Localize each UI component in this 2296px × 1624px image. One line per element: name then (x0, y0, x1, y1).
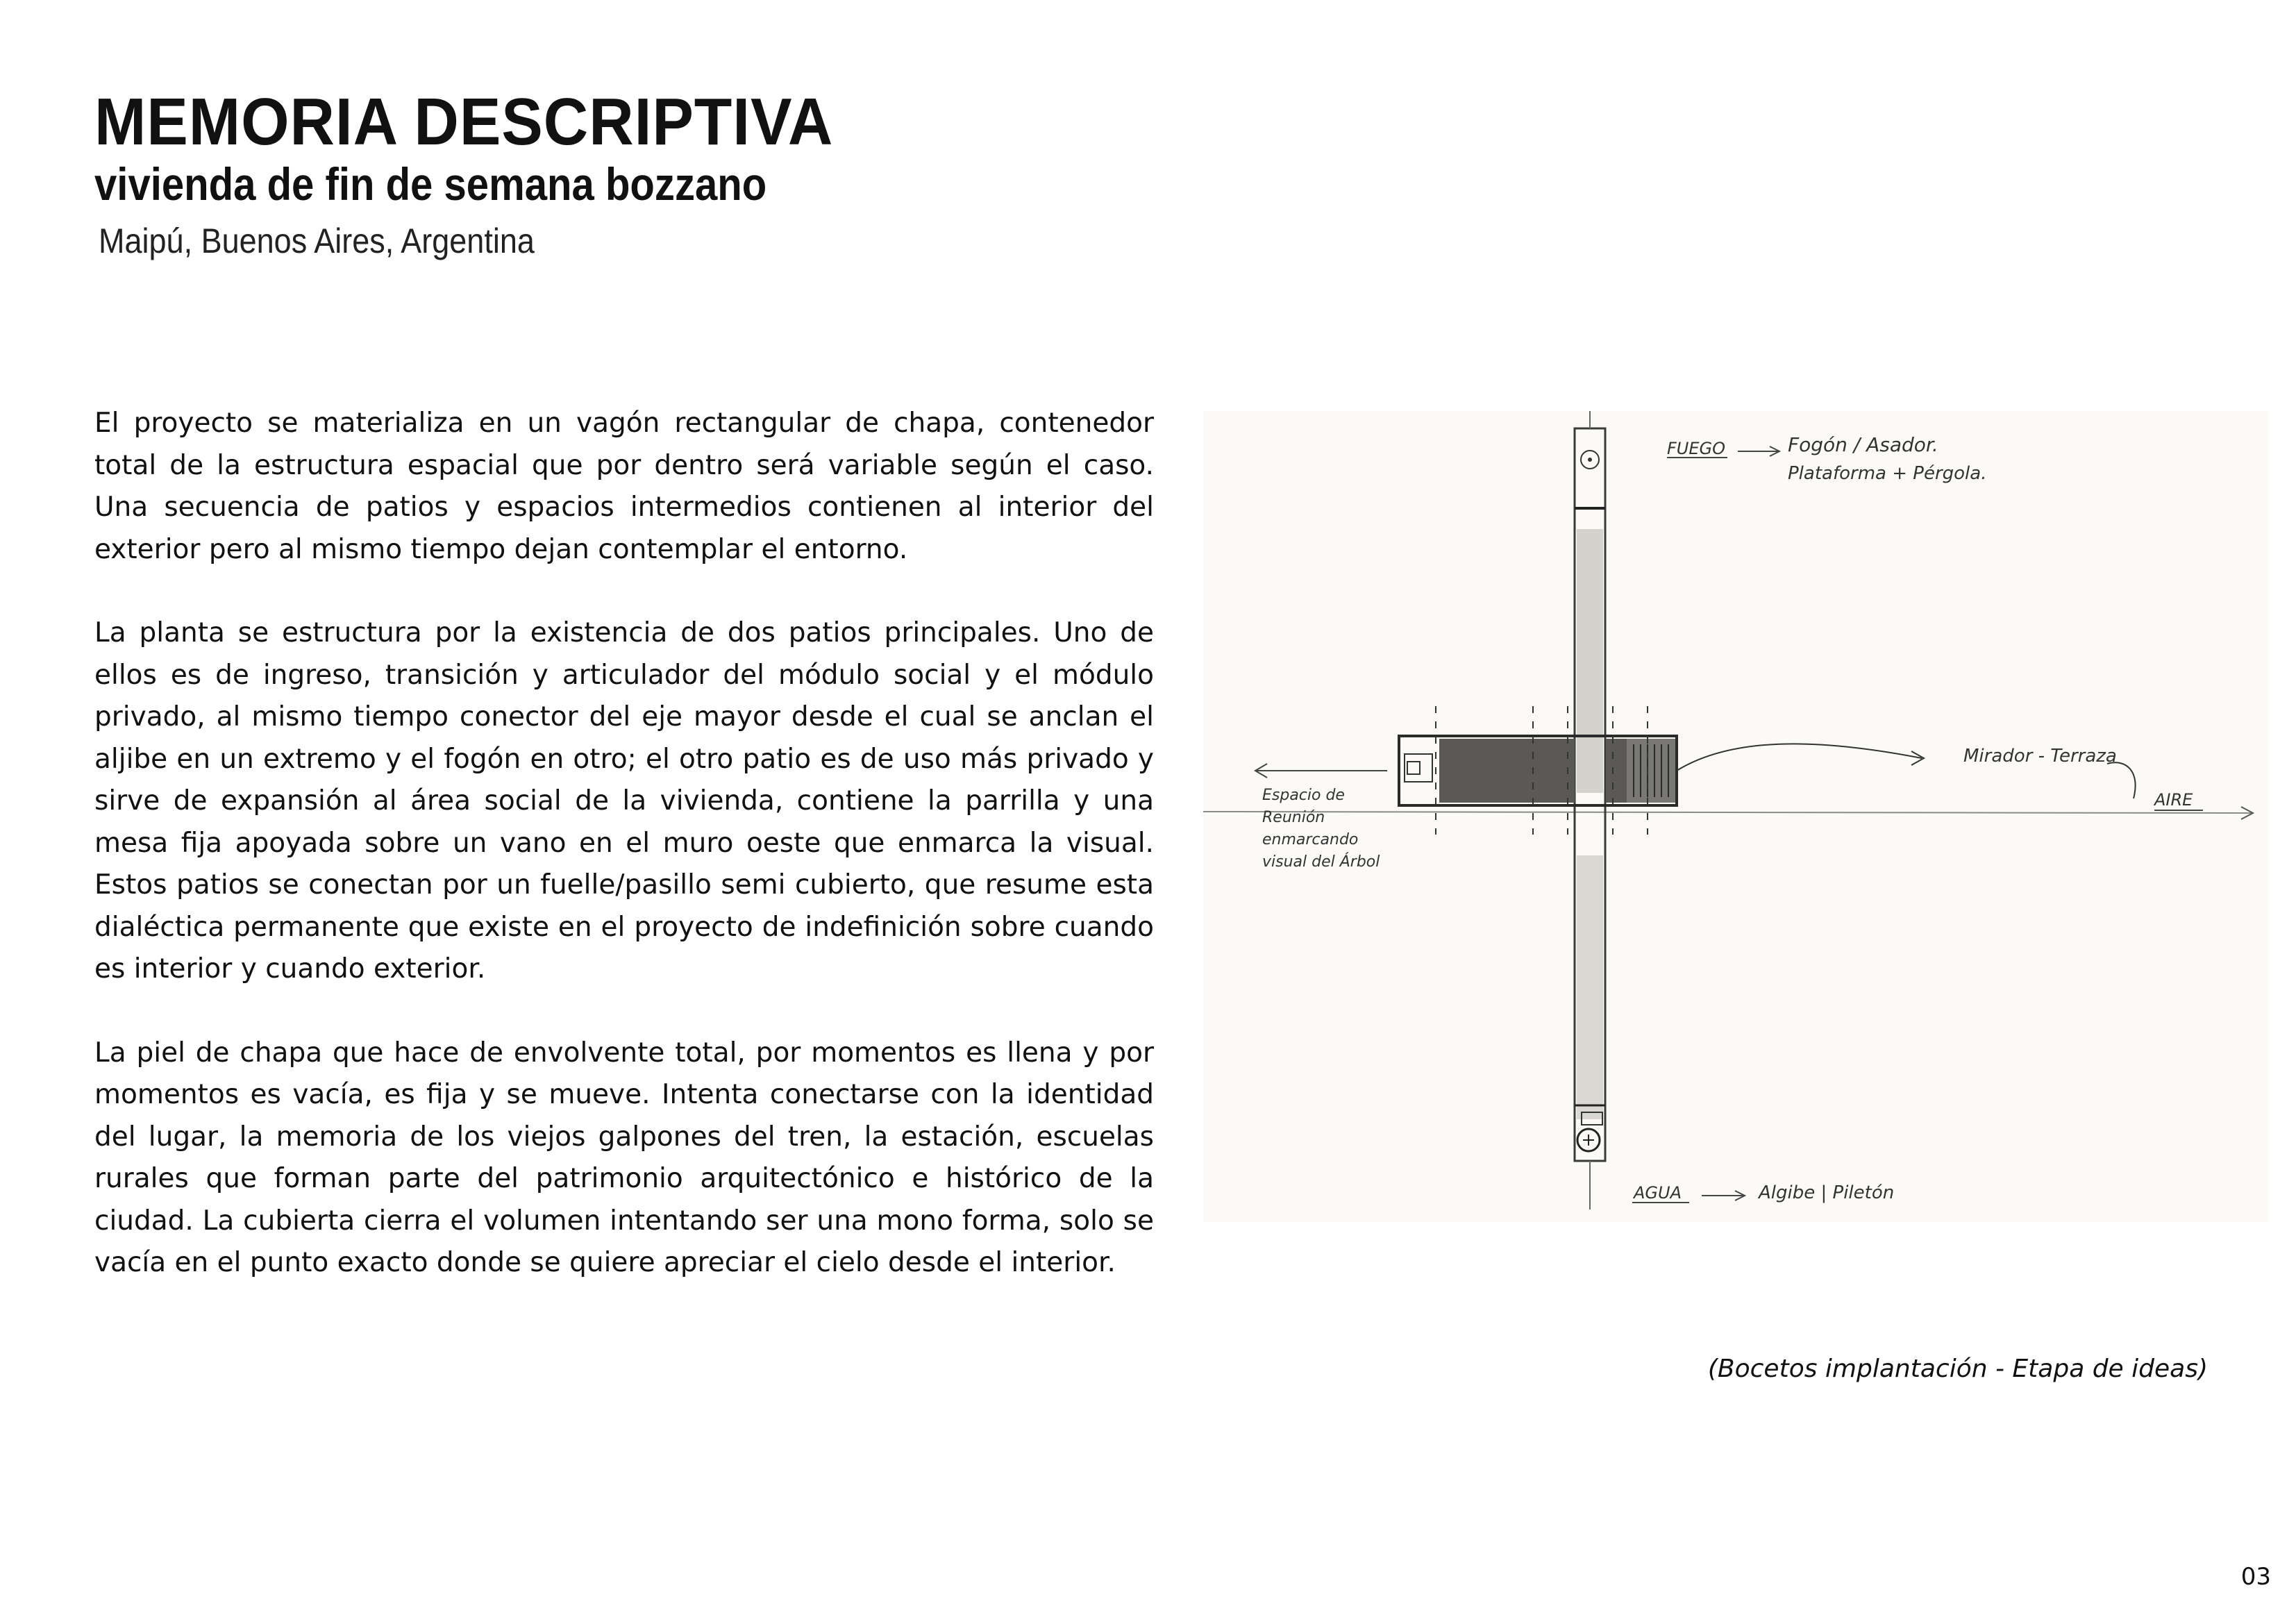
mirador-arrow-line (1677, 744, 1922, 771)
espacio-label-line-4: visual del Árbol (1262, 853, 1380, 871)
sketch-caption: (Bocetos implantación - Etapa de ideas) (1707, 1355, 2208, 1383)
implantation-sketch (1203, 411, 2269, 1222)
mirador-label: Mirador - Terraza (1963, 746, 2117, 767)
horizontal-axis-line (1203, 812, 2252, 813)
page-subtitle: vivienda de fin de semana bozzano (94, 158, 767, 210)
aire-label: AIRE (2154, 790, 2193, 810)
description-text (94, 403, 1154, 1326)
espacio-label-line-1: Espacio de (1262, 787, 1345, 804)
fuego-desc-line-2: Plataforma + Pérgola. (1788, 463, 1987, 484)
page-number: 03 (2240, 1563, 2271, 1591)
project-location: Maipú, Buenos Aires, Argentina (99, 221, 535, 260)
house-volume-entry-box-inner (1407, 762, 1420, 774)
house-volume-dark-section (1439, 739, 1575, 803)
vertical-bar-hatch (1577, 855, 1603, 1119)
page-title: MEMORIA DESCRIPTIVA (94, 85, 834, 159)
house-volume-entry-box (1405, 754, 1432, 782)
paragraph: La piel de chapa que hace de envolvente total, por momentos es llena y por momentos es vacía, es fija y se mueve. Intenta conectarse con la identidad del lugar, la memoria de los viejos galpones del tren, la estación, escuelas rurales que forman parte del patrimonio arquitectónico e histórico de la ciudad. La cubierta cierra el volumen intentando ser una mono forma, solo se vacía en el punto exacto donde se quiere apreciar el cielo desde el interior. (94, 1037, 1154, 1278)
paragraph: La planta se estructura por la existencia de dos patios principales. Uno de ellos es de ingreso, transición y articulador del módulo social y el módulo privado, al mismo tiempo conector del eje mayor desde el cual se anclan el aljibe en un extremo y el fogón en otro; el otro patio es de uso más privado y sirve de expansión al área social de la vivienda, contiene la parrilla y una mesa fija apoyada sobre un vano en el muro oeste que enmarca la visual. Estos patios se conectan por un fuelle/pasillo semi cubierto, que resume esta dialéctica permanente que existe en el proyecto de indefinición sobre cuando es interior y cuando exterior. (94, 617, 1154, 985)
vertical-bar-hatch (1577, 529, 1603, 793)
fuego-desc-line-1: Fogón / Asador. (1788, 433, 1938, 456)
agua-desc: Algibe | Piletón (1759, 1182, 1895, 1203)
fuego-label: FUEGO (1667, 439, 1726, 458)
paragraph: El proyecto se materializa en un vagón rectangular de chapa, contenedor total de la estructura espacial que por dentro será variable según el caso. Una secuencia de patios y espacios intermedios contienen al interior del exterior pero al mismo tiempo dejan contemplar el entorno. (94, 408, 1154, 565)
house-volume-dark-section (1606, 739, 1627, 803)
espacio-label-line-2: Reunión (1262, 809, 1325, 826)
aire-bracket-line (2107, 762, 2136, 798)
mirador-arrow-icon (1911, 751, 1924, 765)
agua-label: AGUA (1634, 1183, 1682, 1203)
espacio-label-line-3: enmarcando (1262, 831, 1359, 848)
fire-symbol-dot (1588, 458, 1592, 462)
